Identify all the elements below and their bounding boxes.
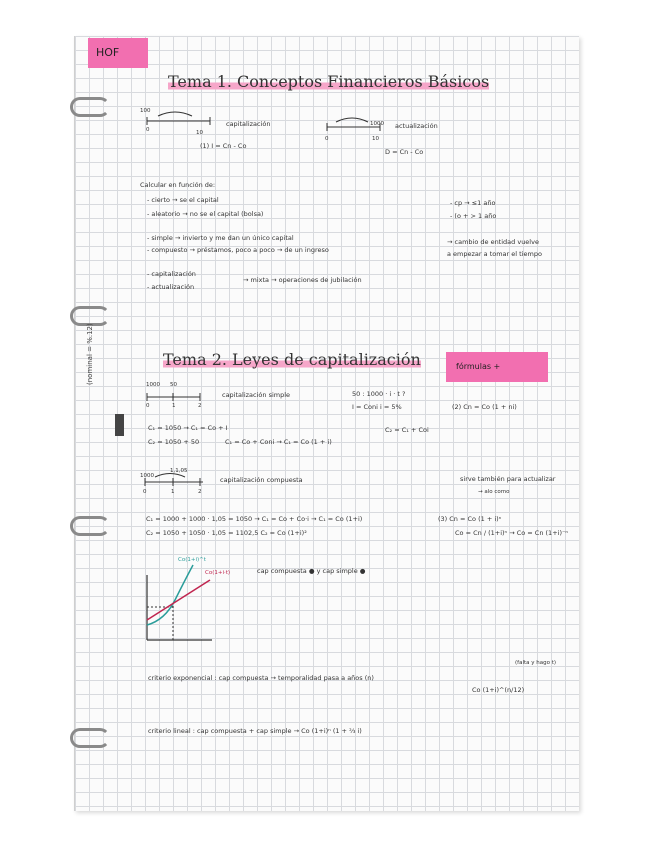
calc-title: Calcular en función de:	[140, 181, 216, 189]
formula-simple: (2) Cn = Co (1 + ni)	[452, 403, 517, 411]
side-note: (nominal = %.12)	[86, 323, 94, 385]
criterio-exponencial: criterio exponencial : cap compuesta → temporalidad pasa a años (n)	[148, 674, 374, 682]
sticky-note-formulas: fórmulas +	[446, 352, 548, 382]
graph-legend: cap compuesta ● y cap simple ●	[257, 567, 366, 575]
sticky-note-top: HOF	[88, 38, 148, 68]
formula-compuesta: (3) Cn = Co (1 + i)ⁿ	[438, 515, 502, 523]
tema2-title: Tema 2. Leyes de capitalización	[163, 350, 421, 369]
tema1-title: Tema 1. Conceptos Financieros Básicos	[168, 72, 490, 91]
discount-formula: D = Cn - Co	[385, 148, 424, 156]
page-tab-marker	[115, 414, 124, 436]
criterio-lineal: criterio lineal : cap compuesta + cap simple → Co (1+i)ⁿ (1 + ⅔ i)	[148, 727, 362, 735]
actualizacion-label: actualización	[395, 122, 438, 130]
capitalizacion-label: capitalización	[226, 120, 271, 128]
interest-formula: (1) I = Cn - Co	[200, 142, 247, 150]
